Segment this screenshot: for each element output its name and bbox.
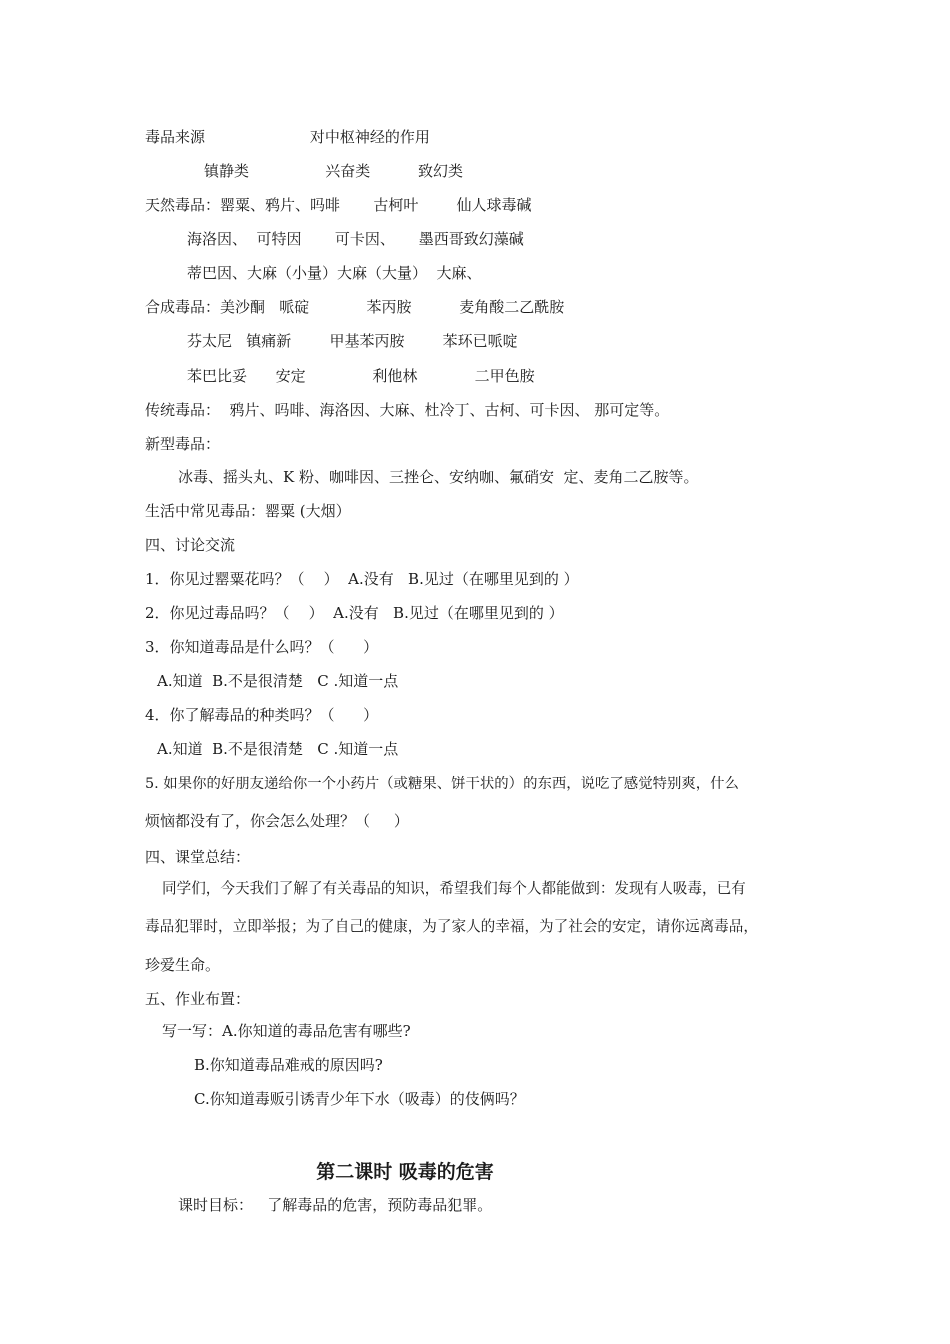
text-line: 天然毒品：罂粟、鸦片、吗啡 古柯叶 仙人球毒碱: [145, 196, 532, 214]
section-heading: 四、讨论交流: [145, 536, 236, 554]
text-line: 合成毒品：美沙酮 哌碇 苯丙胺 麦角酸二乙酰胺: [145, 298, 565, 316]
text-line: 毒品来源 对中枢神经的作用: [145, 128, 430, 146]
lesson-title: 第二课时 吸毒的危害: [316, 1161, 494, 1183]
homework-line: 写一写：A.你知道的毒品危害有哪些?: [162, 1022, 411, 1040]
summary-line: 同学们，今天我们了解了有关毒品的知识，希望我们每个人都能做到：发现有人吸毒，已有: [162, 880, 746, 897]
summary-line: 毒品犯罪时，立即举报；为了自己的健康，为了家人的幸福，为了社会的安定，请你远离毒品，: [145, 918, 758, 935]
text-line: 苯巴比妥 安定 利他林 二甲色胺: [187, 367, 535, 385]
section-heading: 五、作业布置：: [145, 990, 251, 1008]
question-line: 3．你知道毒品是什么吗？（ ）: [145, 638, 379, 656]
text-line: 芬太尼 镇痛新 甲基苯丙胺 苯环已哌啶: [187, 332, 518, 350]
lesson-objective: 课时目标： 了解毒品的危害，预防毒品犯罪。: [178, 1196, 493, 1214]
text-line: 海洛因、 可特因 可卡因、 墨西哥致幻藻碱: [187, 230, 524, 248]
section-heading: 四、课堂总结：: [145, 848, 251, 866]
text-line: 冰毒、摇头丸、K 粉、咖啡因、三挫仑、安纳咖、氟硝安 定、麦角二乙胺等。: [178, 468, 699, 486]
homework-line: C.你知道毒贩引诱青少年下水（吸毒）的伎俩吗？: [194, 1090, 525, 1108]
text-line: 蒂巴因、大麻（小量）大麻（大量） 大麻、: [187, 264, 482, 282]
text-line: 烦恼都没有了，你会怎么处理？（ ）: [145, 812, 409, 830]
answer-options: A.知道 B.不是很清楚 C .知道一点: [157, 740, 399, 758]
text-line: 新型毒品：: [145, 435, 221, 453]
text-line: 传统毒品： 鸦片、吗啡、海洛因、大麻、杜冷丁、古柯、可卡因、 那可定等。: [145, 401, 670, 419]
answer-options: A.知道 B.不是很清楚 C .知道一点: [157, 672, 399, 690]
homework-line: B.你知道毒品难戒的原因吗?: [194, 1056, 383, 1074]
summary-line: 珍爱生命。: [145, 956, 221, 974]
question-line: 4．你了解毒品的种类吗？（ ）: [145, 706, 379, 724]
text-line: 镇静类 兴奋类 致幻类: [204, 162, 463, 180]
text-line: 生活中常见毒品：罂粟 (大烟）: [145, 502, 351, 520]
question-line: 5. 如果你的好朋友递给你一个小药片（或糖果、饼干状的）的东西，说吃了感觉特别爽，什么: [145, 776, 739, 792]
question-line: 2．你见过毒品吗？（ ） A.没有 B.见过（在哪里见到的 ）: [145, 604, 564, 622]
question-line: 1．你见过罂粟花吗？（ ） A.没有 B.见过（在哪里见到的 ）: [145, 570, 579, 588]
